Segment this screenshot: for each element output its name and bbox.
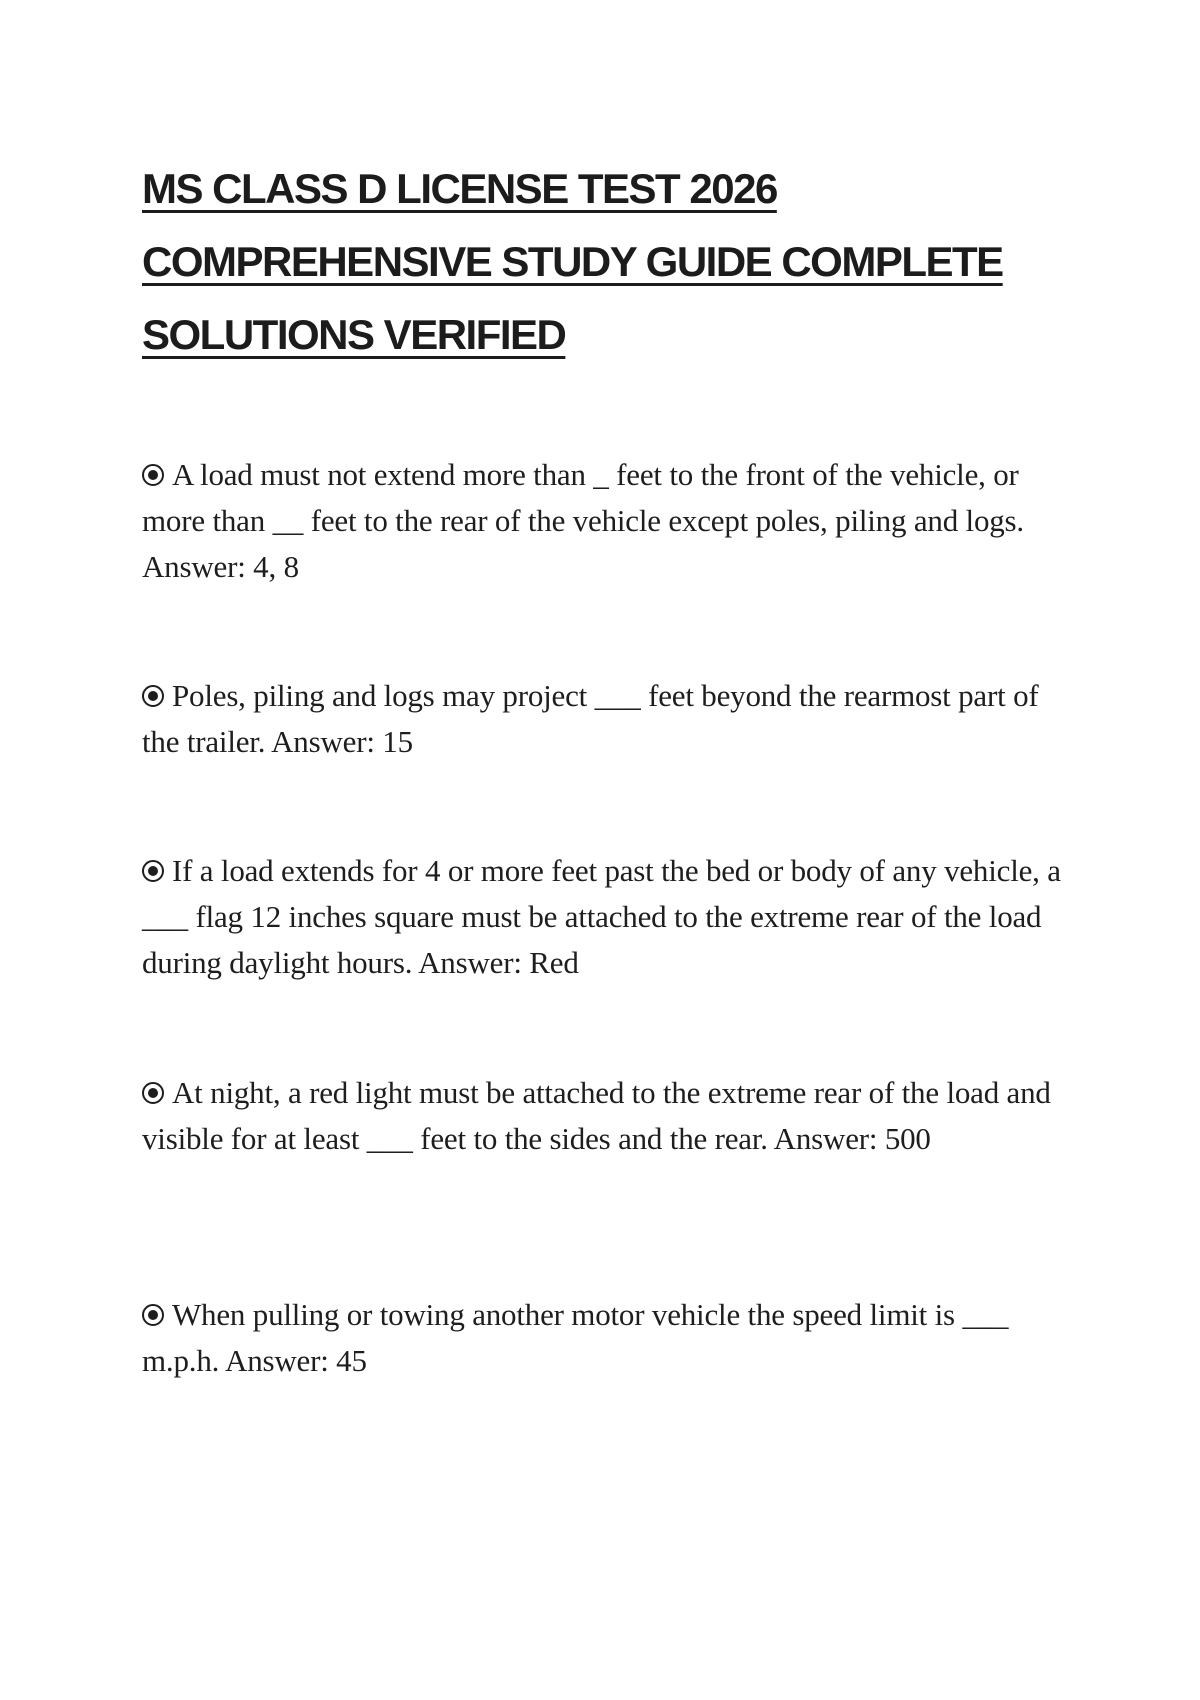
radio-bullet-icon: [142, 1304, 164, 1326]
question-text: If a load extends for 4 or more feet past the bed or body of any vehicle, a ___ flag 12 inches square must be attached to the extreme rear of the load during daylight hours. Answer: Red: [142, 853, 1061, 980]
radio-bullet-icon: [142, 464, 164, 486]
radio-bullet-icon: [142, 1082, 164, 1104]
title-line: COMPREHENSIVE STUDY GUIDE COMPLETE: [142, 238, 1003, 285]
question-text: When pulling or towing another motor vehicle the speed limit is ___ m.p.h. Answer: 45: [142, 1297, 1009, 1378]
question-item: [142, 673, 1072, 765]
question-item: [142, 848, 1072, 986]
radio-bullet-icon: [142, 860, 164, 882]
question-item: [142, 452, 1072, 590]
question-text: Poles, piling and logs may project ___ feet beyond the rearmost part of the trailer. Answer: 15: [142, 678, 1039, 759]
title-line: SOLUTIONS VERIFIED: [142, 311, 566, 358]
title-line: MS CLASS D LICENSE TEST 2026: [142, 165, 777, 212]
question-item: [142, 1070, 1072, 1162]
question-text: At night, a red light must be attached to the extreme rear of the load and visible for at least ___ feet to the sides and the rear. Answer: 500: [142, 1075, 1051, 1156]
question-text: A load must not extend more than _ feet to the front of the vehicle, or more than __ feet to the rear of the vehicle except poles, piling and logs. Answer: 4, 8: [142, 457, 1024, 584]
document-title: [142, 152, 1082, 371]
question-item: [142, 1292, 1072, 1384]
radio-bullet-icon: [142, 685, 164, 707]
